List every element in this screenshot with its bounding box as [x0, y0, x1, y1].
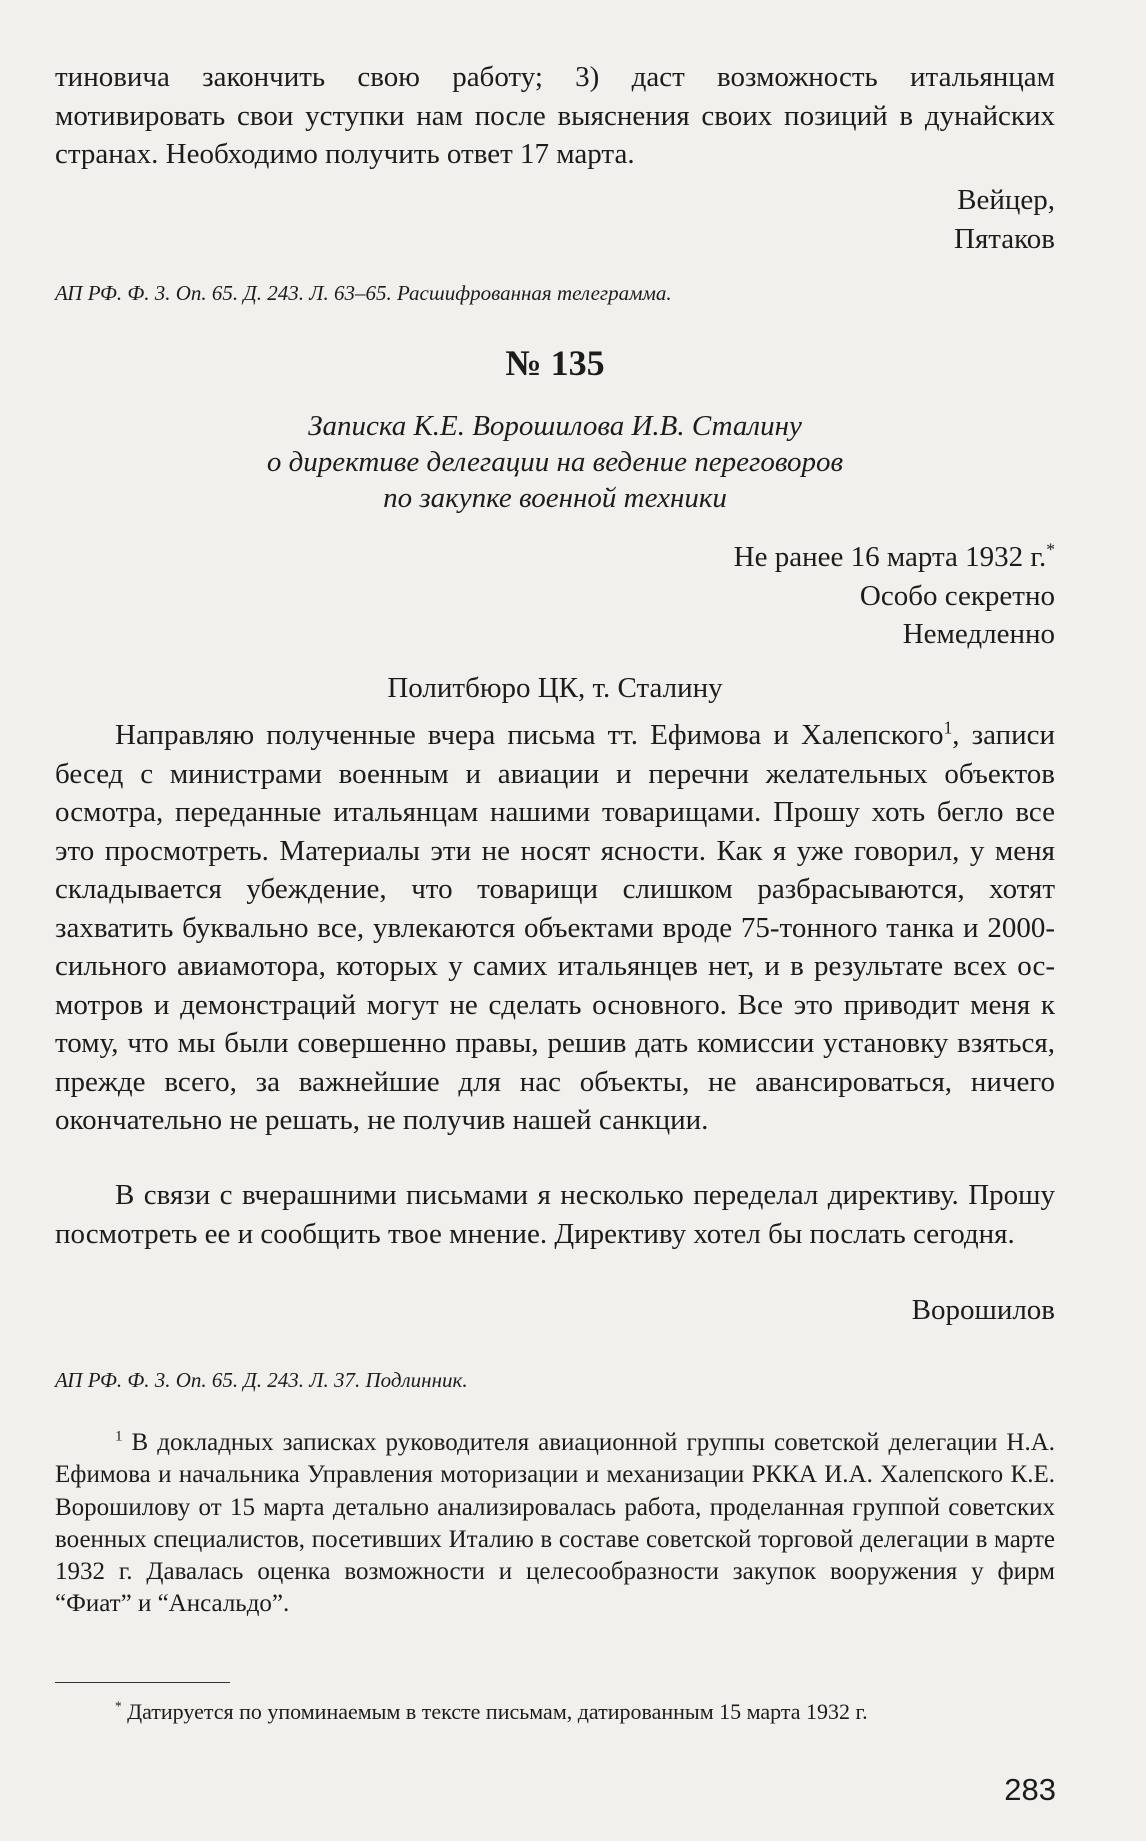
classification-urgent: Немедленно [902, 618, 1055, 650]
signature-veitser: Вейцер, [957, 184, 1055, 216]
paragraph-1-start: Направляю полученные вчера письма тт. Ефимова и Халепского [115, 719, 944, 751]
footnote-1-block [55, 1427, 1055, 1621]
source-note: АП РФ. Ф. 3. Оп. 65. Д. 243. Л. 37. Подлинник. [55, 1368, 468, 1392]
document-header [55, 342, 1055, 384]
footnote-2 [55, 1697, 1055, 1727]
date-footnote-mark: * [1046, 539, 1055, 560]
source-block [55, 1366, 1055, 1394]
signature-pyatakov: Пятаков [954, 222, 1055, 255]
footnote-1 [55, 1427, 1055, 1621]
footnote-1-text: В докладных записках руководителя авиационной группы советской делегации Н.А. Ефимова и начальника Управления моторизации и механизации РККА И.А. Халепского К.Е. Ворошилову от 15 марта детально анализировалась работа, проделанная группой советских военных специалистов, посетивших Италию в составе советской торговой делегации в марте 1932 г. Давалась оценка возможности и целесообразности закупок вооружения у фирм “Фиат” и “Ансальдо”. [55, 1429, 1055, 1618]
date-line [55, 538, 1055, 577]
document-number: № 135 [505, 343, 605, 383]
paragraph-2: В связи с вчерашними письмами я несколько переделал директиву. Прошу посмотреть ее и сообщить твое мнение. Директиву хотел бы послать сегодня. [55, 1179, 1055, 1250]
document-title [55, 408, 1055, 516]
second-paragraph-block [55, 1176, 1055, 1253]
footnote-1-mark: 1 [115, 1428, 123, 1445]
previous-signatures [55, 181, 1055, 258]
previous-source [55, 279, 1055, 307]
date-text: Не ранее 16 марта 1932 г. [733, 541, 1047, 573]
paragraph-1 [55, 716, 1055, 1140]
footnote-2-block [55, 1697, 1055, 1727]
paragraph-1-rest: , записи бесед с министрами военным и авиации и перечни желательных объектов осмотра, переданные итальянцам нашими товарищами. Прошу хоть бегло все это просмотреть. Материалы эти не носят ясности. Как я уже говорил, у меня складывается убеждение, что товарищи слишком разбрасываются, хотят захватить буквально все, увлекаются объектами вроде 75-тонного танка и 2000-сильного авиамотора, которых у самих итальянцев нет, и в результате всех осмотров и демонстраций могут не сделать основного. Все это приводит меня к тому, что мы были совершенно правы, решив дать комиссии установку взяться, прежде всего, за важнейшие для нас объекты, не авансироваться, ничего окончательно не решать, не получив нашей санкции. [55, 719, 1056, 1136]
title-line-1: Записка К.Е. Ворошилова И.В. Сталину [308, 410, 802, 442]
intro-paragraph: тиновича закончить свою работу; 3) даст возможность итальянцам мотивировать свои уступки нам после выяснения своих позиций в дунайских странах. Необходимо получить ответ 17 марта. [55, 61, 1055, 170]
classification-secret: Особо секретно [859, 579, 1055, 612]
document-meta [55, 538, 1055, 654]
signature-block [55, 1291, 1055, 1330]
footnote-2-mark: * [115, 1698, 122, 1714]
footnote-2-text: Датируется по упоминаемым в тексте письмам, датированным 15 марта 1932 г. [127, 1699, 868, 1724]
continued-text [55, 58, 1055, 174]
addressee: Политбюро ЦК, т. Сталину [387, 672, 723, 704]
footnote-ref-1: 1 [943, 717, 953, 738]
page-number: 283 [1004, 1772, 1056, 1807]
addressee-block [55, 669, 1055, 708]
signature-voroshilov: Ворошилов [911, 1294, 1055, 1326]
source-note-prev: АП РФ. Ф. 3. Оп. 65. Д. 243. Л. 63–65. Расшифрованная телеграмма. [55, 281, 672, 305]
title-line-3: по закупке военной техники [383, 482, 727, 514]
footnote-separator [55, 1682, 230, 1683]
title-line-2: о директиве делегации на ведение переговоров [266, 446, 844, 478]
main-text [55, 716, 1055, 1140]
